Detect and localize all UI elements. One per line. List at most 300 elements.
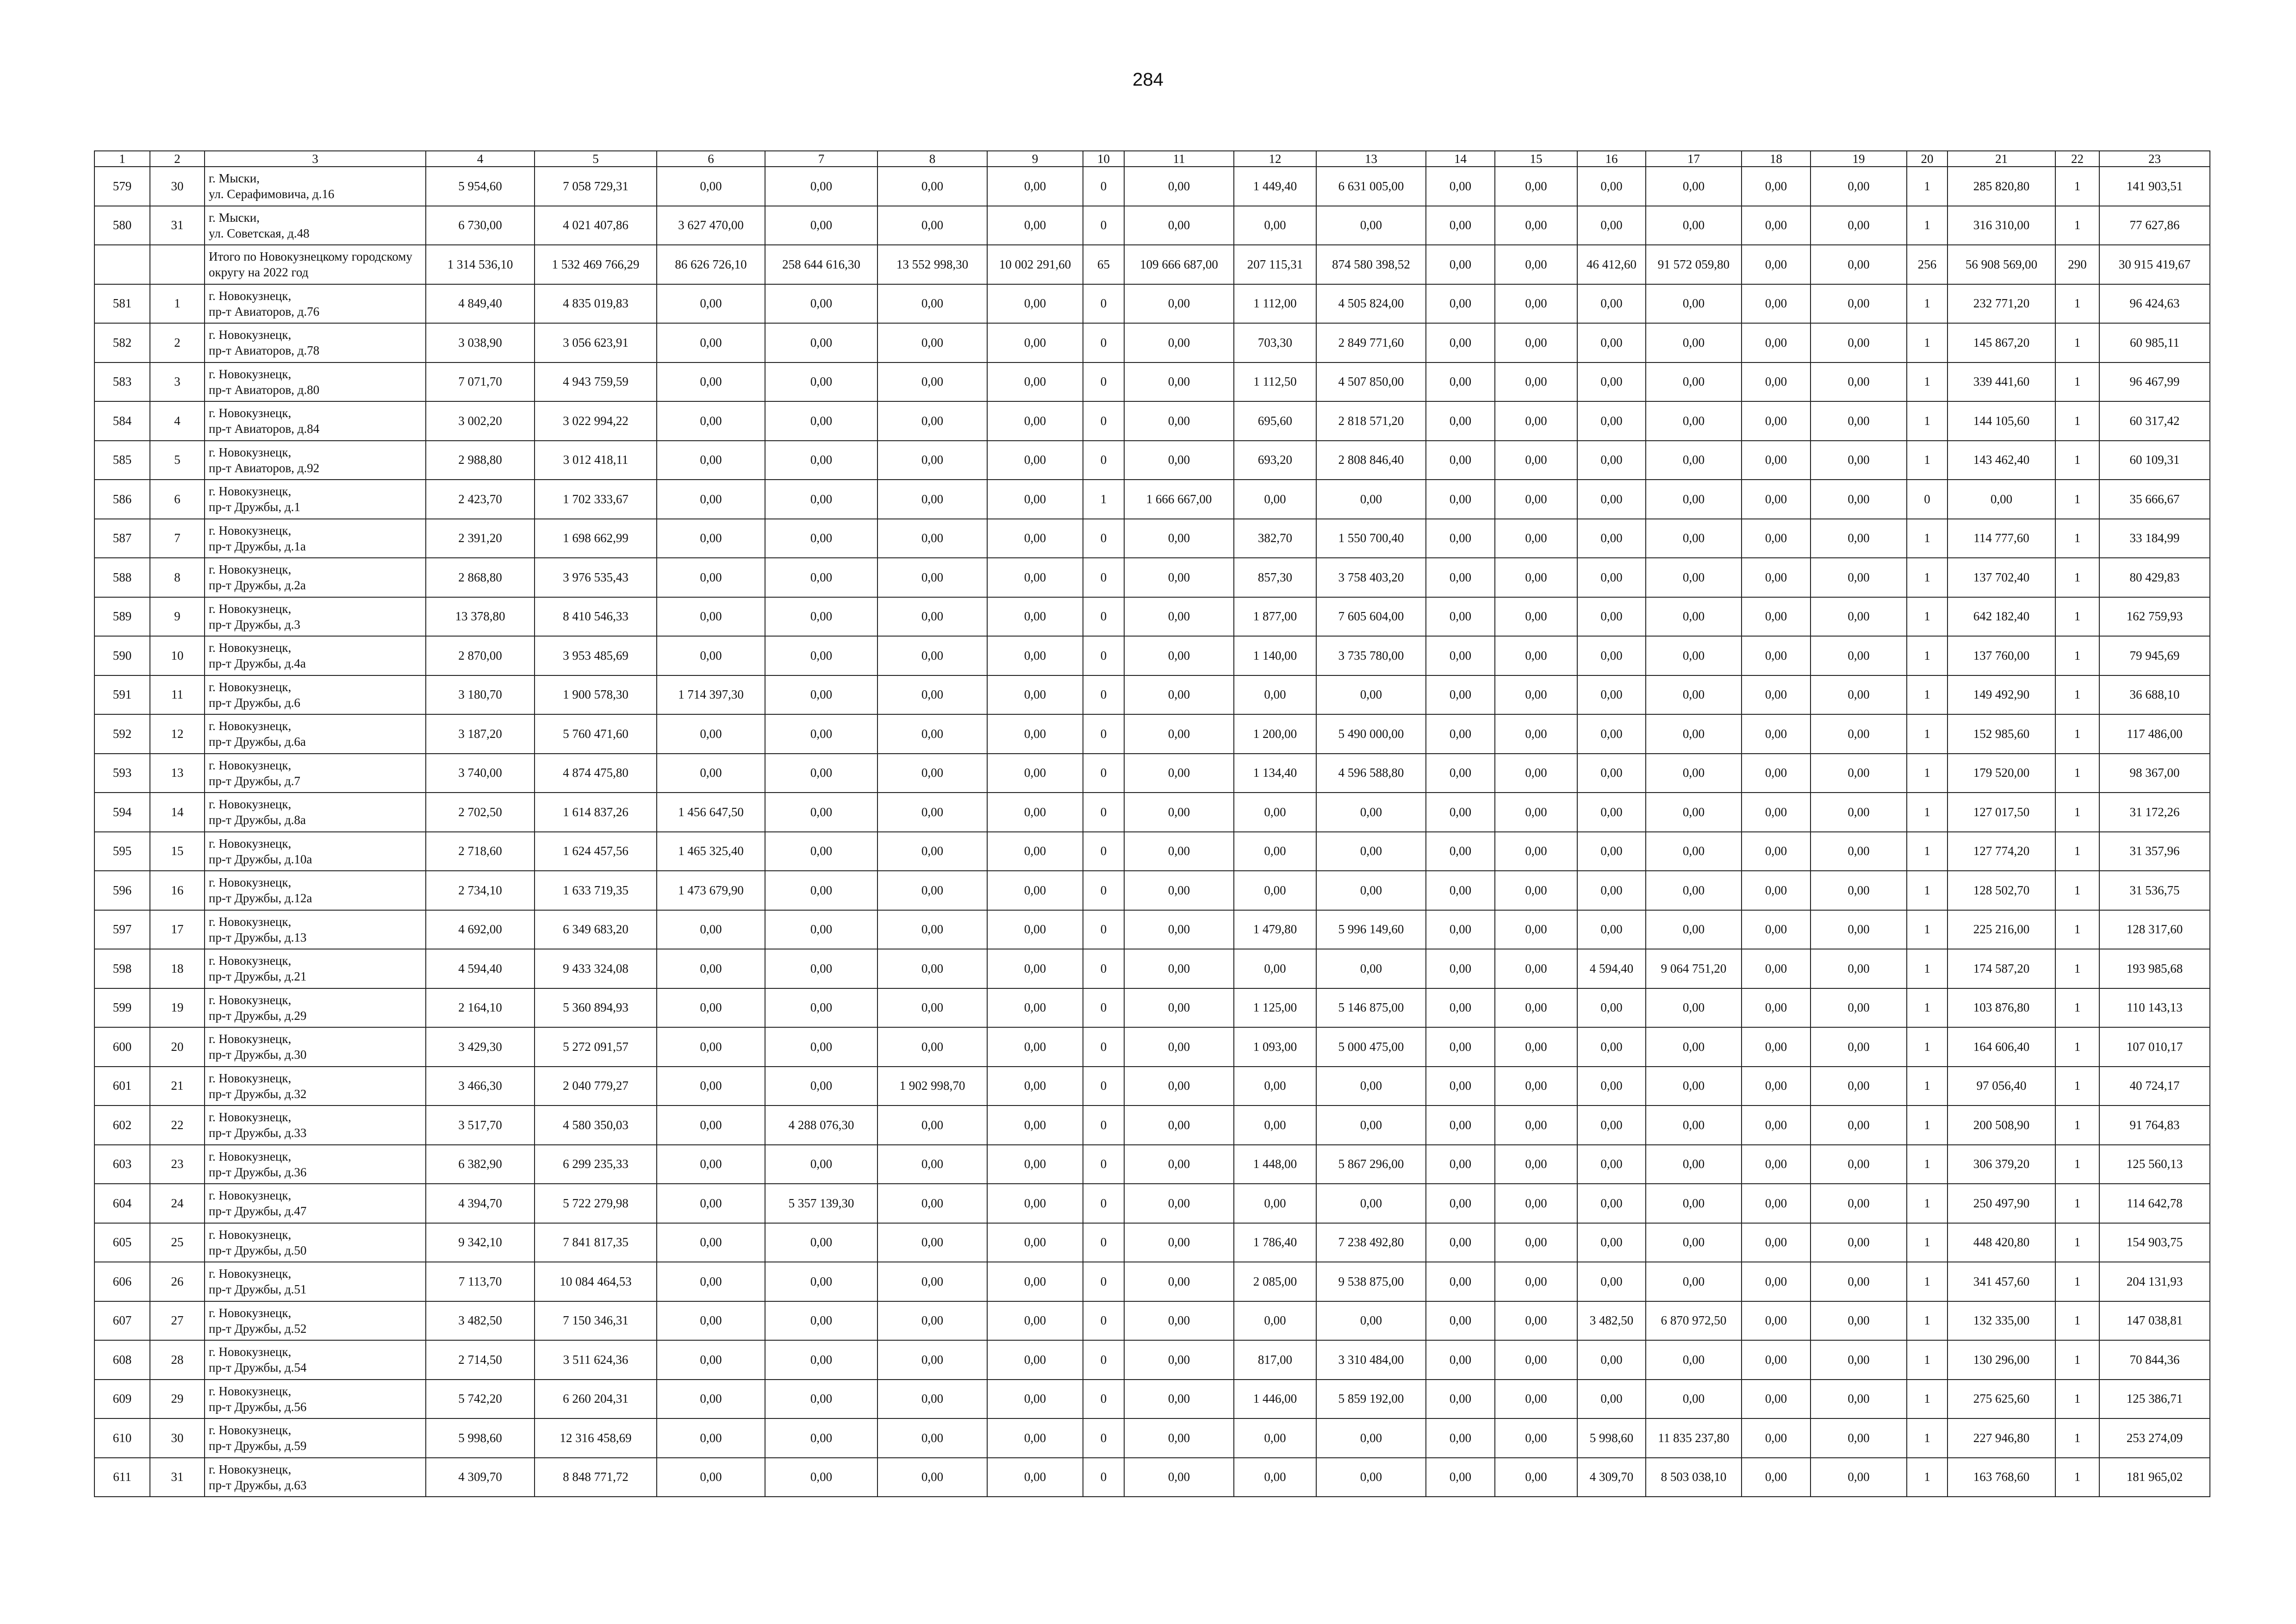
address-street: пр-т Авиаторов, д.76: [209, 304, 320, 319]
table-row: [94, 284, 2210, 324]
value-cell: 250 497,90: [1948, 1184, 2055, 1223]
value-cell: 0,00: [1495, 1418, 1577, 1458]
value-cell: 0,00: [765, 1223, 877, 1262]
value-cell: 0,00: [1646, 1067, 1742, 1106]
value-cell: 0,00: [1426, 949, 1495, 988]
value-cell: 7 150 346,31: [535, 1301, 657, 1341]
address-city: г. Новокузнецк,: [209, 1267, 292, 1281]
value-cell: 0,00: [1124, 206, 1234, 245]
value-cell: 1 465 325,40: [657, 832, 765, 871]
address-cell: [205, 1458, 426, 1497]
value-cell: 4 835 019,83: [535, 284, 657, 324]
value-cell: 6 870 972,50: [1646, 1301, 1742, 1341]
value-cell: 0,00: [987, 167, 1083, 206]
value-cell: 107 010,17: [2099, 1027, 2210, 1067]
value-cell: 0,00: [1124, 1418, 1234, 1458]
value-cell: 0,00: [1124, 1145, 1234, 1184]
value-cell: 0,00: [1742, 1184, 1811, 1223]
address-city: г. Новокузнецк,: [209, 1345, 292, 1359]
value-cell: 2 040 779,27: [535, 1067, 657, 1106]
address-city: г. Новокузнецк,: [209, 1384, 292, 1398]
value-cell: 3 022 994,22: [535, 401, 657, 441]
value-cell: 874 580 398,52: [1316, 245, 1426, 284]
value-cell: 0,00: [1646, 793, 1742, 832]
value-cell: 0,00: [1742, 206, 1811, 245]
value-cell: 642 182,40: [1948, 597, 2055, 637]
value-cell: 128 502,70: [1948, 871, 2055, 910]
value-cell: 98 367,00: [2099, 754, 2210, 793]
value-cell: 0,00: [1426, 754, 1495, 793]
value-cell: 0,00: [765, 284, 877, 324]
value-cell: 56 908 569,00: [1948, 245, 2055, 284]
value-cell: 0,00: [1948, 480, 2055, 519]
item-number-cell: 18: [150, 949, 205, 988]
value-cell: 1: [2055, 401, 2099, 441]
item-number-cell: 1: [150, 284, 205, 324]
item-number-cell: 31: [150, 1458, 205, 1497]
value-cell: 1: [2055, 1380, 2099, 1419]
address-cell: [205, 206, 426, 245]
value-cell: 0,00: [1646, 1223, 1742, 1262]
value-cell: 204 131,93: [2099, 1262, 2210, 1301]
value-cell: 10 084 464,53: [535, 1262, 657, 1301]
value-cell: 285 820,80: [1948, 167, 2055, 206]
item-number-cell: 23: [150, 1145, 205, 1184]
value-cell: 0,00: [877, 167, 987, 206]
value-cell: 0,00: [765, 871, 877, 910]
value-cell: 0,00: [1124, 636, 1234, 675]
row-number-cell: 591: [94, 675, 150, 715]
value-cell: 0,00: [877, 1106, 987, 1145]
value-cell: 0,00: [1577, 1262, 1646, 1301]
value-cell: 4 594,40: [1577, 949, 1646, 988]
value-cell: 0,00: [1124, 1184, 1234, 1223]
value-cell: 1: [1907, 1458, 1948, 1497]
table-row: [94, 1418, 2210, 1458]
value-cell: 0,00: [1426, 1027, 1495, 1067]
value-cell: 1: [1907, 1340, 1948, 1380]
value-cell: 0,00: [1316, 1067, 1426, 1106]
value-cell: 1: [2055, 910, 2099, 949]
row-number-cell: 602: [94, 1106, 150, 1145]
value-cell: 1: [2055, 988, 2099, 1028]
value-cell: 0,00: [1426, 871, 1495, 910]
value-cell: 13 552 998,30: [877, 245, 987, 284]
value-cell: 0,00: [1495, 323, 1577, 362]
value-cell: 110 143,13: [2099, 988, 2210, 1028]
value-cell: 1: [2055, 480, 2099, 519]
value-cell: 3 482,50: [426, 1301, 535, 1341]
value-cell: 0,00: [987, 1458, 1083, 1497]
value-cell: 5 996 149,60: [1316, 910, 1426, 949]
row-number-cell: [94, 245, 150, 284]
value-cell: 1: [2055, 323, 2099, 362]
address-street: пр-т Дружбы, д.50: [209, 1243, 307, 1257]
value-cell: 0,00: [1646, 1106, 1742, 1145]
value-cell: 0,00: [987, 206, 1083, 245]
value-cell: 2 870,00: [426, 636, 535, 675]
value-cell: 0,00: [1577, 558, 1646, 597]
value-cell: 0,00: [1577, 597, 1646, 637]
value-cell: 0,00: [1316, 793, 1426, 832]
table-header: [94, 151, 2210, 167]
row-number-cell: 594: [94, 793, 150, 832]
value-cell: 0,00: [1426, 480, 1495, 519]
value-cell: 0: [1083, 675, 1124, 715]
value-cell: 0,00: [1124, 949, 1234, 988]
value-cell: 0,00: [987, 675, 1083, 715]
header-row: [94, 151, 2210, 167]
value-cell: 0,00: [1577, 675, 1646, 715]
value-cell: 0,00: [1316, 206, 1426, 245]
value-cell: 0,00: [1577, 480, 1646, 519]
column-header: 10: [1083, 151, 1124, 167]
value-cell: 33 184,99: [2099, 519, 2210, 558]
row-number-cell: 579: [94, 167, 150, 206]
value-cell: 0,00: [1495, 988, 1577, 1028]
value-cell: 0,00: [1426, 636, 1495, 675]
value-cell: 0,00: [1234, 949, 1316, 988]
value-cell: 7 605 604,00: [1316, 597, 1426, 637]
address-cell: [205, 988, 426, 1028]
value-cell: 5 867 296,00: [1316, 1145, 1426, 1184]
value-cell: 0,00: [1316, 871, 1426, 910]
address-cell: [205, 284, 426, 324]
address-street: пр-т Дружбы, д.54: [209, 1361, 307, 1375]
value-cell: 0,00: [1495, 1106, 1577, 1145]
value-cell: 0,00: [1811, 597, 1907, 637]
value-cell: 0,00: [1811, 1145, 1907, 1184]
value-cell: 0,00: [1646, 832, 1742, 871]
value-cell: 0,00: [1742, 1262, 1811, 1301]
value-cell: 0,00: [765, 675, 877, 715]
value-cell: 0,00: [765, 1262, 877, 1301]
value-cell: 1: [1907, 988, 1948, 1028]
value-cell: 225 216,00: [1948, 910, 2055, 949]
value-cell: 1: [1907, 1418, 1948, 1458]
address-street: ул. Серафимовича, д.16: [209, 187, 335, 201]
address-cell: [205, 1418, 426, 1458]
table-row: [94, 1262, 2210, 1301]
value-cell: 0,00: [1124, 362, 1234, 402]
value-cell: 0,00: [1234, 1184, 1316, 1223]
address-street: пр-т Дружбы, д.8а: [209, 813, 306, 827]
value-cell: 1: [1907, 323, 1948, 362]
value-cell: 0,00: [1811, 949, 1907, 988]
item-number-cell: 28: [150, 1340, 205, 1380]
value-cell: 2 702,50: [426, 793, 535, 832]
address-city: г. Новокузнецк,: [209, 1227, 292, 1242]
value-cell: 0: [1083, 871, 1124, 910]
value-cell: 1: [2055, 441, 2099, 480]
value-cell: 290: [2055, 245, 2099, 284]
value-cell: 0,00: [1577, 1027, 1646, 1067]
value-cell: 7 841 817,35: [535, 1223, 657, 1262]
value-cell: 1: [1907, 441, 1948, 480]
value-cell: 0,00: [1646, 871, 1742, 910]
value-cell: 0,00: [987, 323, 1083, 362]
address-street: пр-т Дружбы, д.3: [209, 617, 300, 631]
value-cell: 0,00: [1426, 832, 1495, 871]
row-number-cell: 605: [94, 1223, 150, 1262]
row-number-cell: 596: [94, 871, 150, 910]
row-number-cell: 593: [94, 754, 150, 793]
value-cell: 0: [1083, 1458, 1124, 1497]
value-cell: 0,00: [1124, 988, 1234, 1028]
value-cell: 0,00: [987, 793, 1083, 832]
value-cell: 448 420,80: [1948, 1223, 2055, 1262]
value-cell: 1 786,40: [1234, 1223, 1316, 1262]
value-cell: 0: [1083, 754, 1124, 793]
value-cell: 0: [1083, 206, 1124, 245]
value-cell: 0,00: [1811, 1184, 1907, 1223]
value-cell: 1: [2055, 1262, 2099, 1301]
address-street: пр-т Дружбы, д.6: [209, 695, 300, 710]
value-cell: 0,00: [1811, 1340, 1907, 1380]
value-cell: 149 492,90: [1948, 675, 2055, 715]
value-cell: 703,30: [1234, 323, 1316, 362]
value-cell: 1: [2055, 1458, 2099, 1497]
value-cell: 0,00: [1124, 519, 1234, 558]
address-cell: [205, 1262, 426, 1301]
value-cell: 0,00: [1742, 401, 1811, 441]
value-cell: 0,00: [1495, 362, 1577, 402]
address-street: пр-т Дружбы, д.1: [209, 500, 300, 514]
value-cell: 0,00: [765, 206, 877, 245]
value-cell: 0,00: [1124, 1027, 1234, 1067]
item-number-cell: 31: [150, 206, 205, 245]
value-cell: 130 296,00: [1948, 1340, 2055, 1380]
value-cell: 1: [2055, 949, 2099, 988]
value-cell: 1: [1907, 714, 1948, 754]
row-number-cell: 597: [94, 910, 150, 949]
address-street: пр-т Дружбы, д.36: [209, 1165, 307, 1179]
value-cell: 0,00: [765, 519, 877, 558]
value-cell: 3 012 418,11: [535, 441, 657, 480]
value-cell: 0,00: [1234, 793, 1316, 832]
address-city: г. Новокузнецк,: [209, 562, 292, 577]
address-city: г. Новокузнецк,: [209, 993, 292, 1007]
column-header: 8: [877, 151, 987, 167]
value-cell: 0,00: [1742, 362, 1811, 402]
value-cell: 0,00: [987, 910, 1083, 949]
value-cell: 0,00: [1124, 1223, 1234, 1262]
value-cell: 0: [1083, 832, 1124, 871]
column-header: 4: [426, 151, 535, 167]
value-cell: 0,00: [765, 1418, 877, 1458]
value-cell: 0,00: [1234, 675, 1316, 715]
value-cell: 0,00: [987, 1145, 1083, 1184]
value-cell: 258 644 616,30: [765, 245, 877, 284]
value-cell: 0,00: [1577, 910, 1646, 949]
value-cell: 0,00: [1426, 1380, 1495, 1419]
value-cell: 0,00: [1646, 167, 1742, 206]
value-cell: 0,00: [1124, 714, 1234, 754]
value-cell: 0,00: [1577, 441, 1646, 480]
item-number-cell: 22: [150, 1106, 205, 1145]
value-cell: 0,00: [1495, 519, 1577, 558]
item-number-cell: [150, 245, 205, 284]
value-cell: 0,00: [1742, 832, 1811, 871]
value-cell: 1: [1907, 597, 1948, 637]
value-cell: 0,00: [1811, 675, 1907, 715]
value-cell: 0,00: [657, 558, 765, 597]
value-cell: 0,00: [1426, 714, 1495, 754]
value-cell: 0,00: [657, 1418, 765, 1458]
value-cell: 0,00: [987, 362, 1083, 402]
value-cell: 0: [1083, 714, 1124, 754]
value-cell: 2 718,60: [426, 832, 535, 871]
value-cell: 4 580 350,03: [535, 1106, 657, 1145]
item-number-cell: 9: [150, 597, 205, 637]
value-cell: 0,00: [1646, 1262, 1742, 1301]
value-cell: 4 309,70: [426, 1458, 535, 1497]
value-cell: 3 310 484,00: [1316, 1340, 1426, 1380]
address-city: г. Новокузнецк,: [209, 797, 292, 812]
value-cell: 0,00: [1495, 1380, 1577, 1419]
value-cell: 0,00: [1646, 323, 1742, 362]
value-cell: 1: [2055, 1223, 2099, 1262]
value-cell: 1: [2055, 1067, 2099, 1106]
value-cell: 7 071,70: [426, 362, 535, 402]
value-cell: 1 448,00: [1234, 1145, 1316, 1184]
value-cell: 0,00: [1811, 362, 1907, 402]
table-row: [94, 1027, 2210, 1067]
value-cell: 181 965,02: [2099, 1458, 2210, 1497]
value-cell: 1 532 469 766,29: [535, 245, 657, 284]
address-street: пр-т Дружбы, д.10а: [209, 852, 312, 866]
value-cell: 3 758 403,20: [1316, 558, 1426, 597]
value-cell: 127 017,50: [1948, 793, 2055, 832]
value-cell: 0: [1083, 1418, 1124, 1458]
value-cell: 6 631 005,00: [1316, 167, 1426, 206]
value-cell: 1: [1907, 1106, 1948, 1145]
value-cell: 0,00: [1316, 675, 1426, 715]
address-city: г. Новокузнецк,: [209, 836, 292, 850]
value-cell: 0: [1083, 167, 1124, 206]
column-header: 6: [657, 151, 765, 167]
value-cell: 0,00: [877, 1223, 987, 1262]
row-number-cell: 604: [94, 1184, 150, 1223]
row-number-cell: 580: [94, 206, 150, 245]
value-cell: 0,00: [1426, 1106, 1495, 1145]
value-cell: 0,00: [1234, 480, 1316, 519]
value-cell: 0,00: [1646, 1027, 1742, 1067]
value-cell: 0,00: [1124, 1458, 1234, 1497]
value-cell: 0,00: [657, 754, 765, 793]
value-cell: 0,00: [1811, 401, 1907, 441]
value-cell: 1 112,50: [1234, 362, 1316, 402]
value-cell: 0,00: [1742, 1340, 1811, 1380]
value-cell: 0,00: [765, 1380, 877, 1419]
value-cell: 1: [1907, 1067, 1948, 1106]
value-cell: 0: [1083, 793, 1124, 832]
address-street: пр-т Дружбы, д.6а: [209, 735, 306, 749]
value-cell: 0,00: [987, 1106, 1083, 1145]
value-cell: 0,00: [1426, 206, 1495, 245]
value-cell: 2 085,00: [1234, 1262, 1316, 1301]
row-number-cell: 603: [94, 1145, 150, 1184]
value-cell: 8 410 546,33: [535, 597, 657, 637]
value-cell: 35 666,67: [2099, 480, 2210, 519]
column-header: 22: [2055, 151, 2099, 167]
value-cell: 0,00: [987, 441, 1083, 480]
value-cell: 0,00: [765, 1027, 877, 1067]
value-cell: 36 688,10: [2099, 675, 2210, 715]
value-cell: 0,00: [1742, 1106, 1811, 1145]
value-cell: 91 572 059,80: [1646, 245, 1742, 284]
value-cell: 0,00: [1577, 519, 1646, 558]
value-cell: 0,00: [1811, 480, 1907, 519]
value-cell: 0,00: [1426, 988, 1495, 1028]
value-cell: 1: [1907, 636, 1948, 675]
value-cell: 0,00: [877, 206, 987, 245]
value-cell: 0,00: [1234, 206, 1316, 245]
address-city: г. Новокузнецк,: [209, 367, 292, 381]
value-cell: 0,00: [987, 1223, 1083, 1262]
address-cell: [205, 362, 426, 402]
value-cell: 0,00: [1495, 636, 1577, 675]
address-cell: [205, 1027, 426, 1067]
value-cell: 0,00: [1124, 910, 1234, 949]
address-street: пр-т Дружбы, д.33: [209, 1126, 307, 1140]
value-cell: 137 760,00: [1948, 636, 2055, 675]
value-cell: 0,00: [877, 1340, 987, 1380]
address-city: г. Новокузнецк,: [209, 406, 292, 420]
table-row: [94, 1067, 2210, 1106]
value-cell: 0,00: [1124, 871, 1234, 910]
value-cell: 0,00: [1426, 1223, 1495, 1262]
value-cell: 0,00: [987, 949, 1083, 988]
value-cell: 141 903,51: [2099, 167, 2210, 206]
table-row: [94, 793, 2210, 832]
value-cell: 0,00: [1811, 793, 1907, 832]
value-cell: 2 818 571,20: [1316, 401, 1426, 441]
value-cell: 0,00: [987, 284, 1083, 324]
value-cell: 857,30: [1234, 558, 1316, 597]
table-body: [94, 167, 2210, 1497]
value-cell: 1 666 667,00: [1124, 480, 1234, 519]
value-cell: 31 172,26: [2099, 793, 2210, 832]
value-cell: 3 740,00: [426, 754, 535, 793]
value-cell: 8 848 771,72: [535, 1458, 657, 1497]
value-cell: 0,00: [1577, 1340, 1646, 1380]
value-cell: 0,00: [877, 1458, 987, 1497]
value-cell: 316 310,00: [1948, 206, 2055, 245]
value-cell: 0,00: [1495, 245, 1577, 284]
item-number-cell: 27: [150, 1301, 205, 1341]
page-number: 284: [1132, 69, 1164, 90]
address-street: пр-т Дружбы, д.4а: [209, 656, 306, 671]
table-row: [94, 323, 2210, 362]
value-cell: 0,00: [1495, 1262, 1577, 1301]
value-cell: 0: [1083, 519, 1124, 558]
value-cell: 5 998,60: [1577, 1418, 1646, 1458]
value-cell: 5 998,60: [426, 1418, 535, 1458]
address-cell: [205, 167, 426, 206]
value-cell: 8 503 038,10: [1646, 1458, 1742, 1497]
row-number-cell: 582: [94, 323, 150, 362]
row-number-cell: 606: [94, 1262, 150, 1301]
value-cell: 0: [1083, 284, 1124, 324]
value-cell: 5 760 471,60: [535, 714, 657, 754]
value-cell: 0,00: [1646, 441, 1742, 480]
table-row: [94, 558, 2210, 597]
address-city: г. Новокузнецк,: [209, 758, 292, 772]
value-cell: 2 391,20: [426, 519, 535, 558]
value-cell: 0,00: [657, 988, 765, 1028]
address-city: г. Мыски,: [209, 171, 260, 186]
